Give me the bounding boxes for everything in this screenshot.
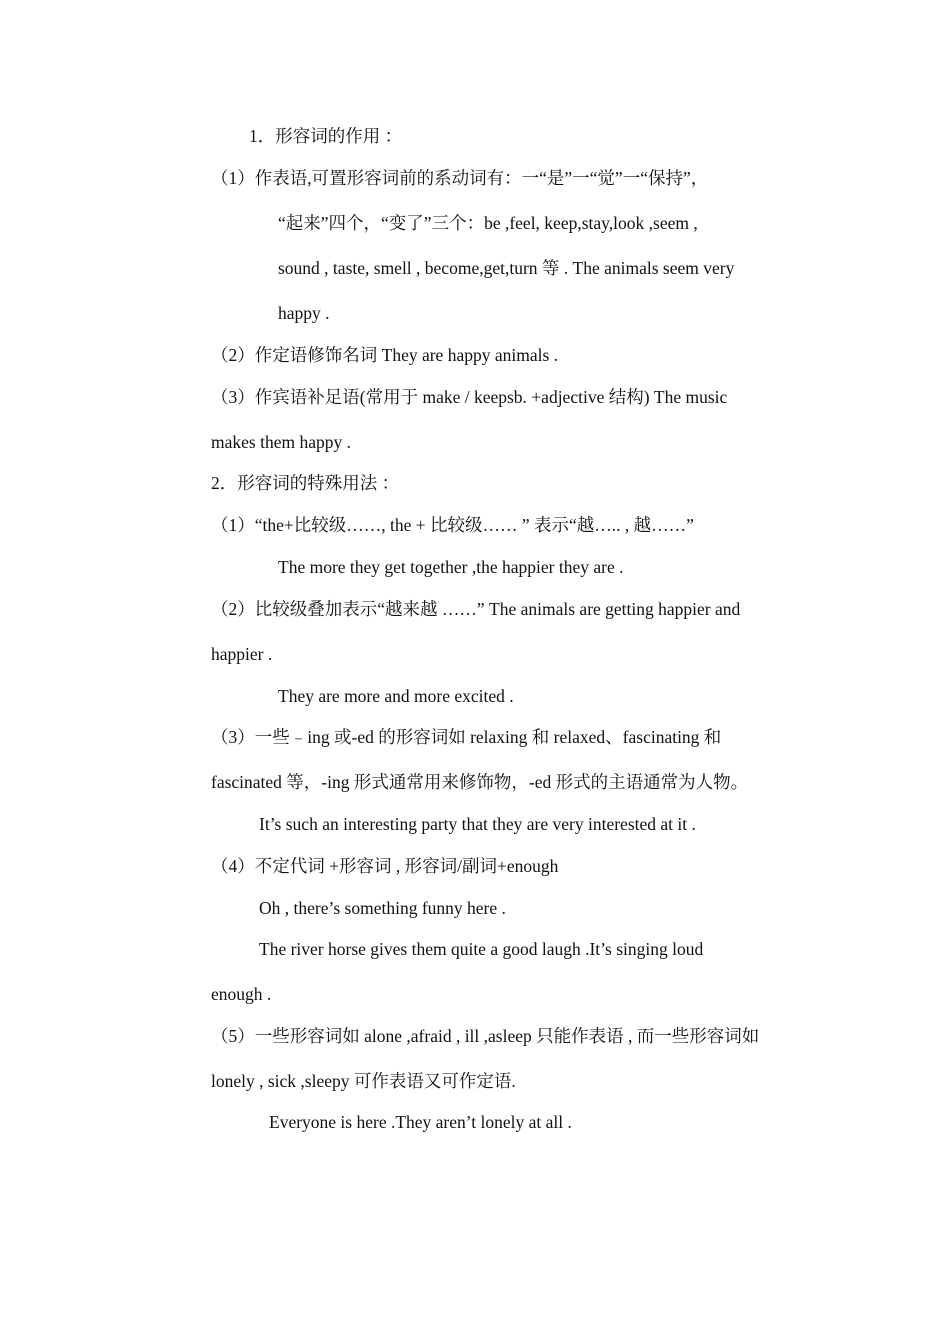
text-line: fascinated 等，-ing 形式通常用来修饰物，-ed 形式的主语通常为人物。: [211, 772, 749, 792]
text-line: sound , taste, smell , become,get,turn 等 . The animals seem very: [278, 258, 735, 278]
text-line: （2）作定语修饰名词 They are happy animals .: [211, 345, 559, 365]
text-line: happy .: [278, 303, 330, 323]
text-line: （1）作表语,可置形容词前的系动词有：一“是”一“觉”一“保持”，: [211, 168, 709, 188]
text-line: （5）一些形容词如 alone ,afraid , ill ,asleep 只能作表语 , 而一些形容词如: [211, 1026, 760, 1046]
text-line: happier .: [211, 644, 273, 664]
example-sentence: The more they get together ,the happier they are .: [278, 557, 624, 577]
example-sentence: The river horse gives them quite a good laugh .It’s singing loud: [259, 939, 704, 959]
section-heading-2: 2．形容词的特殊用法 ：: [211, 473, 400, 493]
example-sentence: It’s such an interesting party that they are very interested at it .: [259, 814, 696, 834]
text-line: （2）比较级叠加表示“越来越 ……” The animals are getting happier and: [211, 599, 741, 619]
section-heading-1: 1．形容词的作用 ：: [249, 126, 403, 146]
text-line: （1）“the+比较级……, the + 比较级…… ” 表示“越….. , 越……”: [211, 515, 694, 535]
example-sentence: They are more and more excited .: [278, 686, 514, 706]
text-line: enough .: [211, 984, 272, 1004]
text-line: lonely , sick ,sleepy 可作表语又可作定语.: [211, 1071, 516, 1091]
text-line: （3）作宾语补足语(常用于 make / keepsb. +adjective 结构) The music: [211, 387, 728, 407]
example-sentence: Oh , there’s something funny here .: [259, 898, 506, 918]
text-line: “起来”四个，“变了”三个：be ,feel, keep,stay,look ,seem ,: [278, 213, 698, 233]
text-line: （3）一些﹣ing 或-ed 的形容词如 relaxing 和 relaxed、fascinating 和: [211, 727, 722, 747]
example-sentence: Everyone is here .They aren’t lonely at all .: [269, 1112, 572, 1132]
text-line: makes them happy .: [211, 432, 351, 452]
text-line: （4）不定代词 +形容词 , 形容词/副词+enough: [211, 856, 559, 876]
